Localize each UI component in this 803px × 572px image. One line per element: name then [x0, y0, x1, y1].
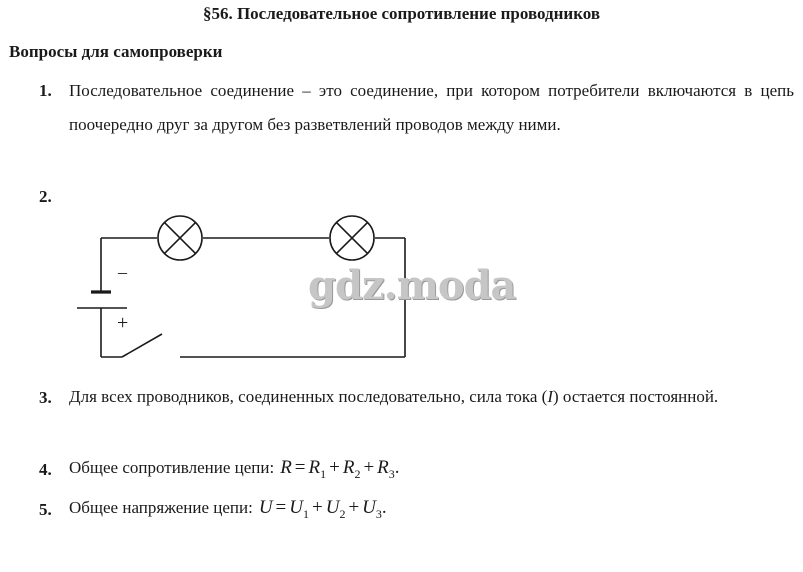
lamp-1	[158, 216, 202, 260]
item-number-5: 5.	[39, 500, 52, 519]
minus-label: –	[118, 262, 127, 282]
item-label-5: Общее напряжение цепи:	[69, 498, 253, 517]
lamp-2	[330, 216, 374, 260]
item-text-4	[69, 457, 400, 482]
item-number-2: 2.	[39, 187, 52, 206]
item-text-3	[69, 380, 794, 414]
item-label-4: Общее сопротивление цепи:	[69, 458, 275, 477]
item-text-3-after: ) остается постоянной.	[553, 387, 719, 406]
item-number-3: 3.	[39, 388, 52, 407]
item-text-3-before: Для всех проводников, соединенных последовательно, сила тока (	[69, 387, 548, 406]
switch-blade	[122, 334, 162, 357]
resistance-formula: $R = R_1 + R_2 + R_3$.	[280, 457, 400, 481]
item-number-4: 4.	[39, 460, 52, 479]
plus-label: +	[117, 312, 129, 334]
voltage-formula: $U = U_1 + U_2 + U_3$.	[258, 497, 387, 521]
battery	[77, 292, 127, 308]
item-number-1: 1.	[39, 81, 52, 100]
current-symbol: I	[547, 387, 554, 406]
item-text-5	[69, 497, 387, 522]
item-text-1: Последовательное соединение – это соединение, при котором потребители включаются в цепь поочередно друг за другом без разветвлений проводов между ними.	[69, 81, 794, 134]
watermark: gdz.moda	[308, 262, 516, 309]
section-heading: Вопросы для самопроверки	[9, 42, 223, 61]
page-title: §56. Последовательное сопротивление проводников	[202, 4, 601, 23]
